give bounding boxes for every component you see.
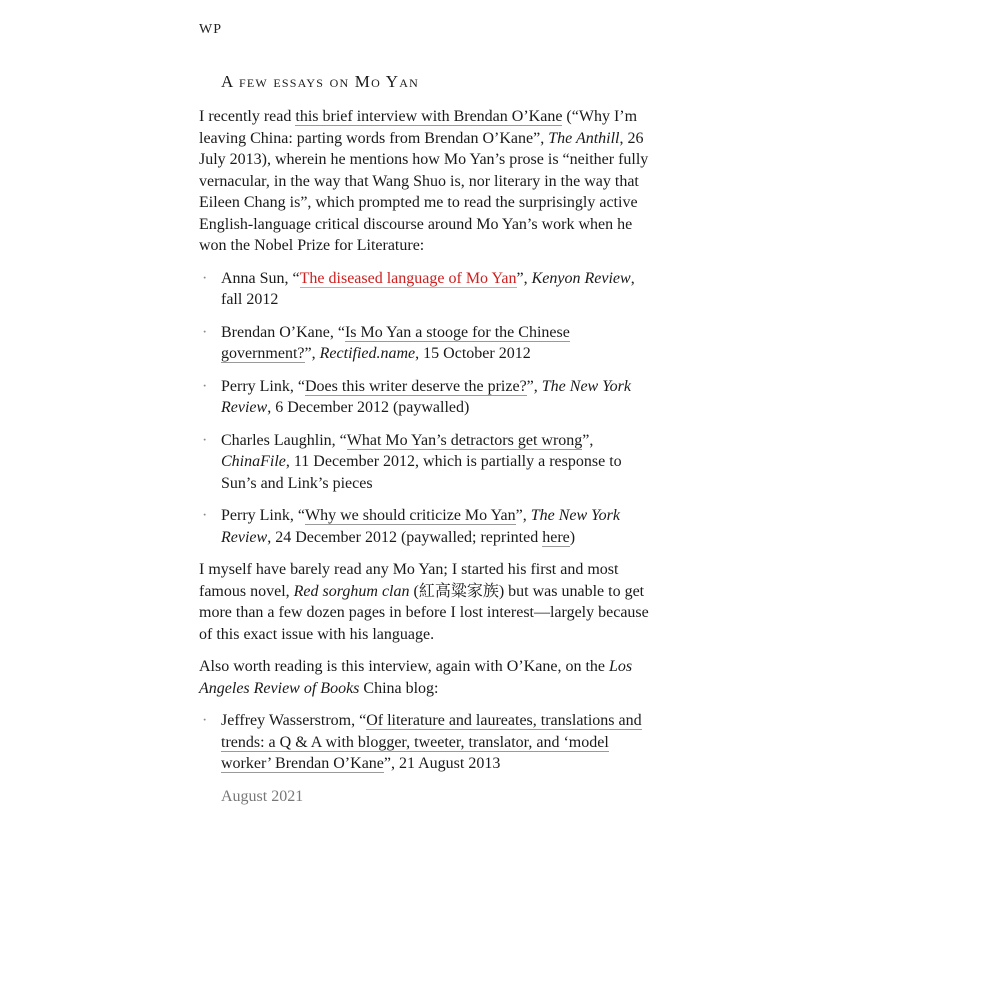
essay-link[interactable]: Is Mo Yan a stooge for the Chinese government? — [221, 323, 570, 362]
essay-link[interactable]: The diseased language of Mo Yan — [299, 269, 517, 287]
item-text: Perry Link, “ — [221, 507, 305, 524]
publication-name: The New York Review — [221, 377, 631, 416]
essay-link[interactable]: What Mo Yan’s detractors get wrong — [346, 431, 583, 449]
essay-list — [199, 268, 654, 549]
item-text: Perry Link, “ — [221, 377, 305, 395]
item-text: Anna Sun, “ — [221, 269, 300, 287]
item-text: ”, — [515, 507, 531, 524]
extra-list — [199, 710, 654, 775]
paragraph-text: Also worth reading is this interview, again with O’Kane, on the — [199, 658, 609, 675]
essay-link[interactable]: Of literature and laureates, translations and trends: a Q & A with blogger, tweeter, translator, and ‘model worker’ Brendan O’Kane — [221, 712, 642, 772]
publication-name: The Anthill — [548, 129, 620, 147]
publication-name: Los Angeles Review of Books — [199, 658, 633, 697]
reprint-link[interactable]: here — [542, 528, 570, 546]
essay-link[interactable]: Does this writer deserve the prize? — [304, 377, 527, 395]
paragraph-text: I myself have barely read any Mo Yan; I started his first and most famous novel, — [199, 561, 619, 600]
list-item — [199, 505, 654, 548]
item-text: ”, — [582, 431, 594, 449]
article-body — [199, 106, 654, 807]
also-worth-paragraph — [199, 656, 654, 699]
site-home-link[interactable]: WP — [199, 22, 222, 37]
item-text: , 11 December 2012, which is partially a response to Sun’s and Link’s pieces — [221, 453, 622, 492]
book-title: Red sorghum clan — [293, 582, 410, 600]
item-text: Brendan O’Kane, “ — [221, 323, 345, 341]
publication-name: Kenyon Review — [531, 269, 631, 287]
list-item — [199, 710, 654, 775]
list-item — [199, 268, 654, 311]
paragraph-text: China blog: — [359, 679, 439, 697]
post-date: August 2021 — [221, 787, 304, 805]
intro-paragraph — [199, 106, 654, 257]
item-text: , fall 2012 — [221, 269, 635, 308]
item-text: ”, 21 August 2013 — [383, 755, 501, 772]
essay-link[interactable]: Why we should criticize Mo Yan — [304, 507, 516, 524]
item-text: ”, — [516, 269, 532, 287]
paragraph-text: (紅高粱家族) but was unable to get more than a few dozen pages in before I lost interest—largely because of this exact issue with his language. — [199, 582, 649, 643]
item-text: , 15 October 2012 — [415, 345, 531, 362]
item-text: , 6 December 2012 (paywalled) — [267, 399, 470, 416]
item-text: Charles Laughlin, “ — [221, 431, 347, 449]
intro-text: , 26 July 2013), wherein he mentions how Mo Yan’s prose is “neither fully vernacular, in the way that Wang Shuo is, nor literary in the way that Eileen Chang is”, which prompted me to read the surprisingly active English-language critical discourse around Mo Yan’s work when he won the Nobel Prize for Literature: — [199, 129, 649, 254]
list-item — [199, 430, 654, 495]
publication-name: The New York Review — [221, 507, 620, 546]
publication-name: ChinaFile — [221, 453, 286, 470]
list-item — [199, 376, 654, 419]
interview-link[interactable]: this brief interview with Brendan O’Kane — [295, 108, 563, 125]
list-item — [199, 322, 654, 365]
item-text: Jeffrey Wasserstrom, “ — [221, 712, 367, 729]
item-text: , 24 December 2012 (paywalled; reprinted — [267, 528, 543, 546]
page-title: A few essays on Mo Yan — [221, 72, 419, 91]
publication-name: Rectified.name — [319, 345, 416, 362]
item-text: ”, — [304, 345, 320, 362]
intro-text: (“Why I’m leaving China: parting words from Brendan O’Kane”, — [199, 108, 638, 147]
intro-text: I recently read — [199, 108, 296, 125]
item-text: ”, — [526, 377, 542, 395]
reading-note-paragraph — [199, 559, 654, 645]
item-text: ) — [569, 528, 576, 546]
